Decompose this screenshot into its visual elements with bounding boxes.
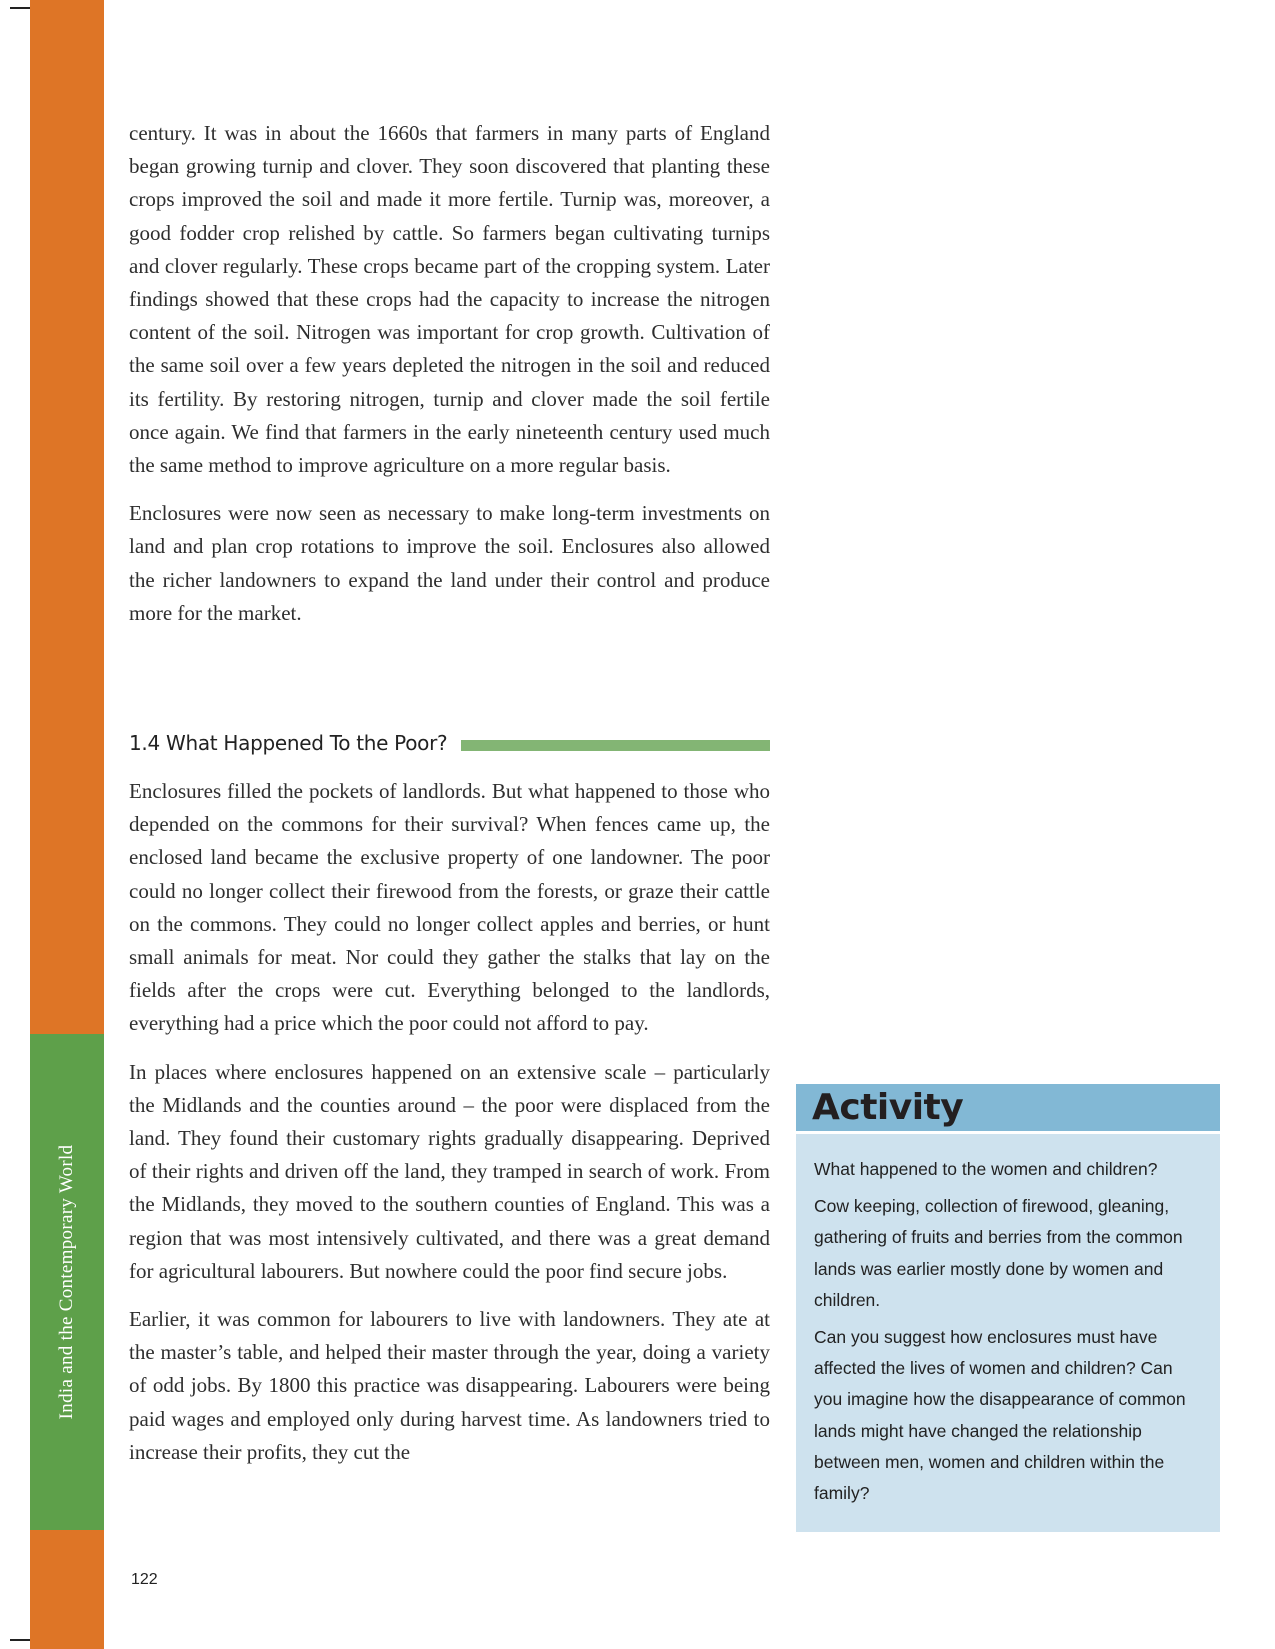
book-title: India and the Contemporary World [56, 1144, 77, 1420]
activity-body [796, 1134, 1220, 1532]
activity-text: Can you suggest how enclosures must have affected the lives of women and children? Can you imagine how the disappearance of common lands might have changed the relationship between men, women and children within the family? [814, 1327, 1186, 1504]
intro-text [129, 117, 770, 645]
activity-question: What happened to the women and children? [814, 1159, 1158, 1179]
section-rule [461, 740, 770, 751]
paragraph: Enclosures were now seen as necessary to make long-term investments on land and plan crop rotations to improve the soil. Enclosures also allowed the richer landowners to expand the land under their control and produce more for the market. [129, 501, 770, 625]
section-title: 1.4 What Happened To the Poor? [129, 731, 448, 755]
paragraph: century. It was in about the 1660s that farmers in many parts of England began growing turnip and clover. They soon discovered that planting these crops improved the soil and made it more fertile. Turnip was, moreover, a good fodder crop relished by cattle. So farmers began cultivating turnips and clover regularly. These crops became part of the cropping system. Later findings showed that these crops had the capacity to increase the nitrogen content of the soil. Nitrogen was important for crop growth. Cultivation of the same soil over a few years depleted the nitrogen in the soil and reduced its fertility. By restoring nitrogen, turnip and clover made the soil fertile once again. We find that farmers in the early nineteenth century used much the same method to improve agriculture on a more regular basis. [129, 121, 770, 478]
paragraph: In places where enclosures happened on an extensive scale – particularly the Midlands and the counties around – the poor were displaced from the land. They found their customary rights gradually disappearing. Deprived of their rights and driven off the land, they tramped in search of work. From the Midlands, they moved to the southern counties of England. This was a region that was most intensively cultivated, and there was a great demand for agricultural labourers. But nowhere could the poor find secure jobs. [129, 1059, 770, 1283]
page-number: 122 [131, 1571, 158, 1588]
paragraph: Earlier, it was common for labourers to live with landowners. They ate at the master’s table, and helped their master through the year, doing a variety of odd jobs. By 1800 this practice was disappearing. Labourers were being paid wages and employed only during harvest time. As landowners tried to increase their profits, they cut the [129, 1307, 770, 1464]
activity-text: Cow keeping, collection of firewood, gleaning, gathering of fruits and berries from the common lands was earlier mostly done by women and children. [814, 1196, 1183, 1310]
activity-box [796, 1084, 1220, 1532]
crop-mark-top [10, 7, 30, 9]
section-heading [129, 728, 770, 758]
activity-title: Activity [796, 1084, 1220, 1131]
crop-mark-bottom [10, 1639, 30, 1641]
paragraph: Enclosures filled the pockets of landlords. But what happened to those who depended on the commons for their survival? When fences came up, the enclosed land became the exclusive property of one landowner. The poor could no longer collect their firewood from the forests, or graze their cattle on the commons. They could no longer collect apples and berries, or hunt small animals for meat. Nor could they gather the stalks that lay on the fields after the crops were cut. Everything belonged to the landlords, everything had a price which the poor could not afford to pay. [129, 779, 770, 1036]
section-body [129, 775, 770, 1484]
